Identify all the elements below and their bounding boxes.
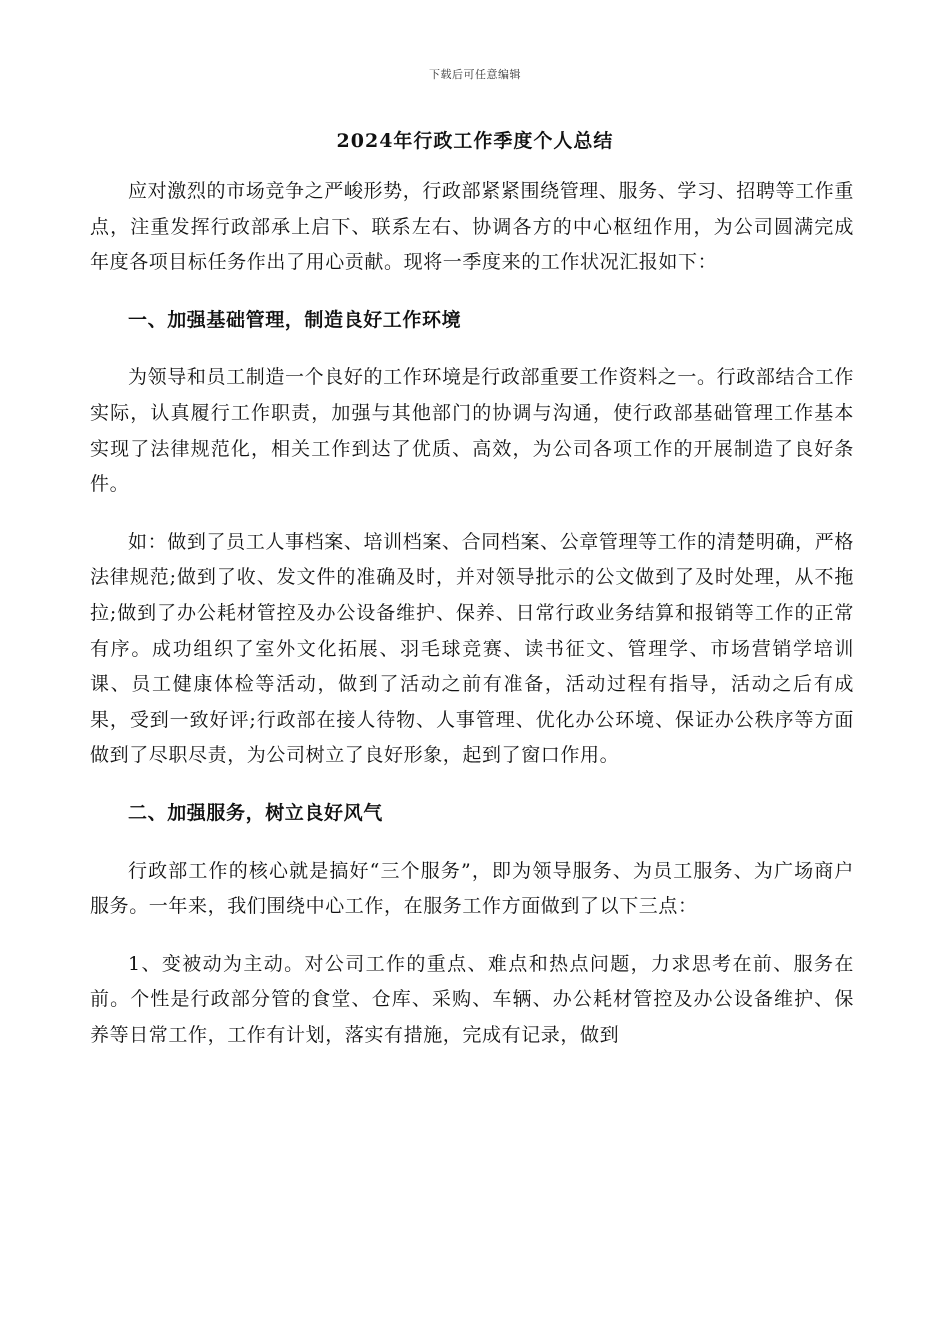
section-heading-1: 一、加强基础管理，制造良好工作环境	[128, 308, 462, 331]
header-note: 下载后可任意编辑	[429, 68, 521, 81]
intro-paragraph: 应对激烈的市场竞争之严峻形势，行政部紧紧围绕管理、服务、学习、招聘等工作重点，注重发挥行政部承上启下、联系左右、协调各方的中心枢纽作用，为公司圆满完成年度各项目标任务作出了用心贡献。现将一季度来的工作状况汇报如下：	[90, 180, 854, 274]
section-heading-2: 二、加强服务，树立良好风气	[128, 801, 383, 824]
section2-paragraph-2: 1、变被动为主动。对公司工作的重点、难点和热点问题，力求思考在前、服务在前。个性是行政部分管的食堂、仓库、采购、车辆、办公耗材管控及办公设备维护、保养等日常工作，工作有计划，落实有措施，完成有记录，做到	[90, 952, 854, 1046]
document-body	[90, 174, 854, 1053]
section2-paragraph-1: 行政部工作的核心就是搞好“三个服务”，即为领导服务、为员工服务、为广场商户服务。一年来，我们围绕中心工作，在服务工作方面做到了以下三点：	[90, 859, 854, 918]
section1-paragraph-2: 如：做到了员工人事档案、培训档案、合同档案、公章管理等工作的清楚明确，严格法律规范;做到了收、发文件的准确及时，并对领导批示的公文做到了及时处理，从不拖拉;做到了办公耗材管控及办公设备维护、保养、日常行政业务结算和报销等工作的正常有序。成功组织了室外文化拓展、羽毛球竞赛、读书征文、管理学、市场营销学培训课、员工健康体检等活动，做到了活动之前有准备，活动过程有指导，活动之后有成果，受到一致好评;行政部在接人待物、人事管理、优化办公环境、保证办公秩序等方面做到了尽职尽责，为公司树立了良好形象，起到了窗口作用。	[90, 530, 854, 767]
document-title: 2024年行政工作季度个人总结	[336, 130, 614, 152]
section1-paragraph-1: 为领导和员工制造一个良好的工作环境是行政部重要工作资料之一。行政部结合工作实际，认真履行工作职责，加强与其他部门的协调与沟通，使行政部基础管理工作基本实现了法律规范化，相关工作到达了优质、高效，为公司各项工作的开展制造了良好条件。	[90, 366, 854, 496]
